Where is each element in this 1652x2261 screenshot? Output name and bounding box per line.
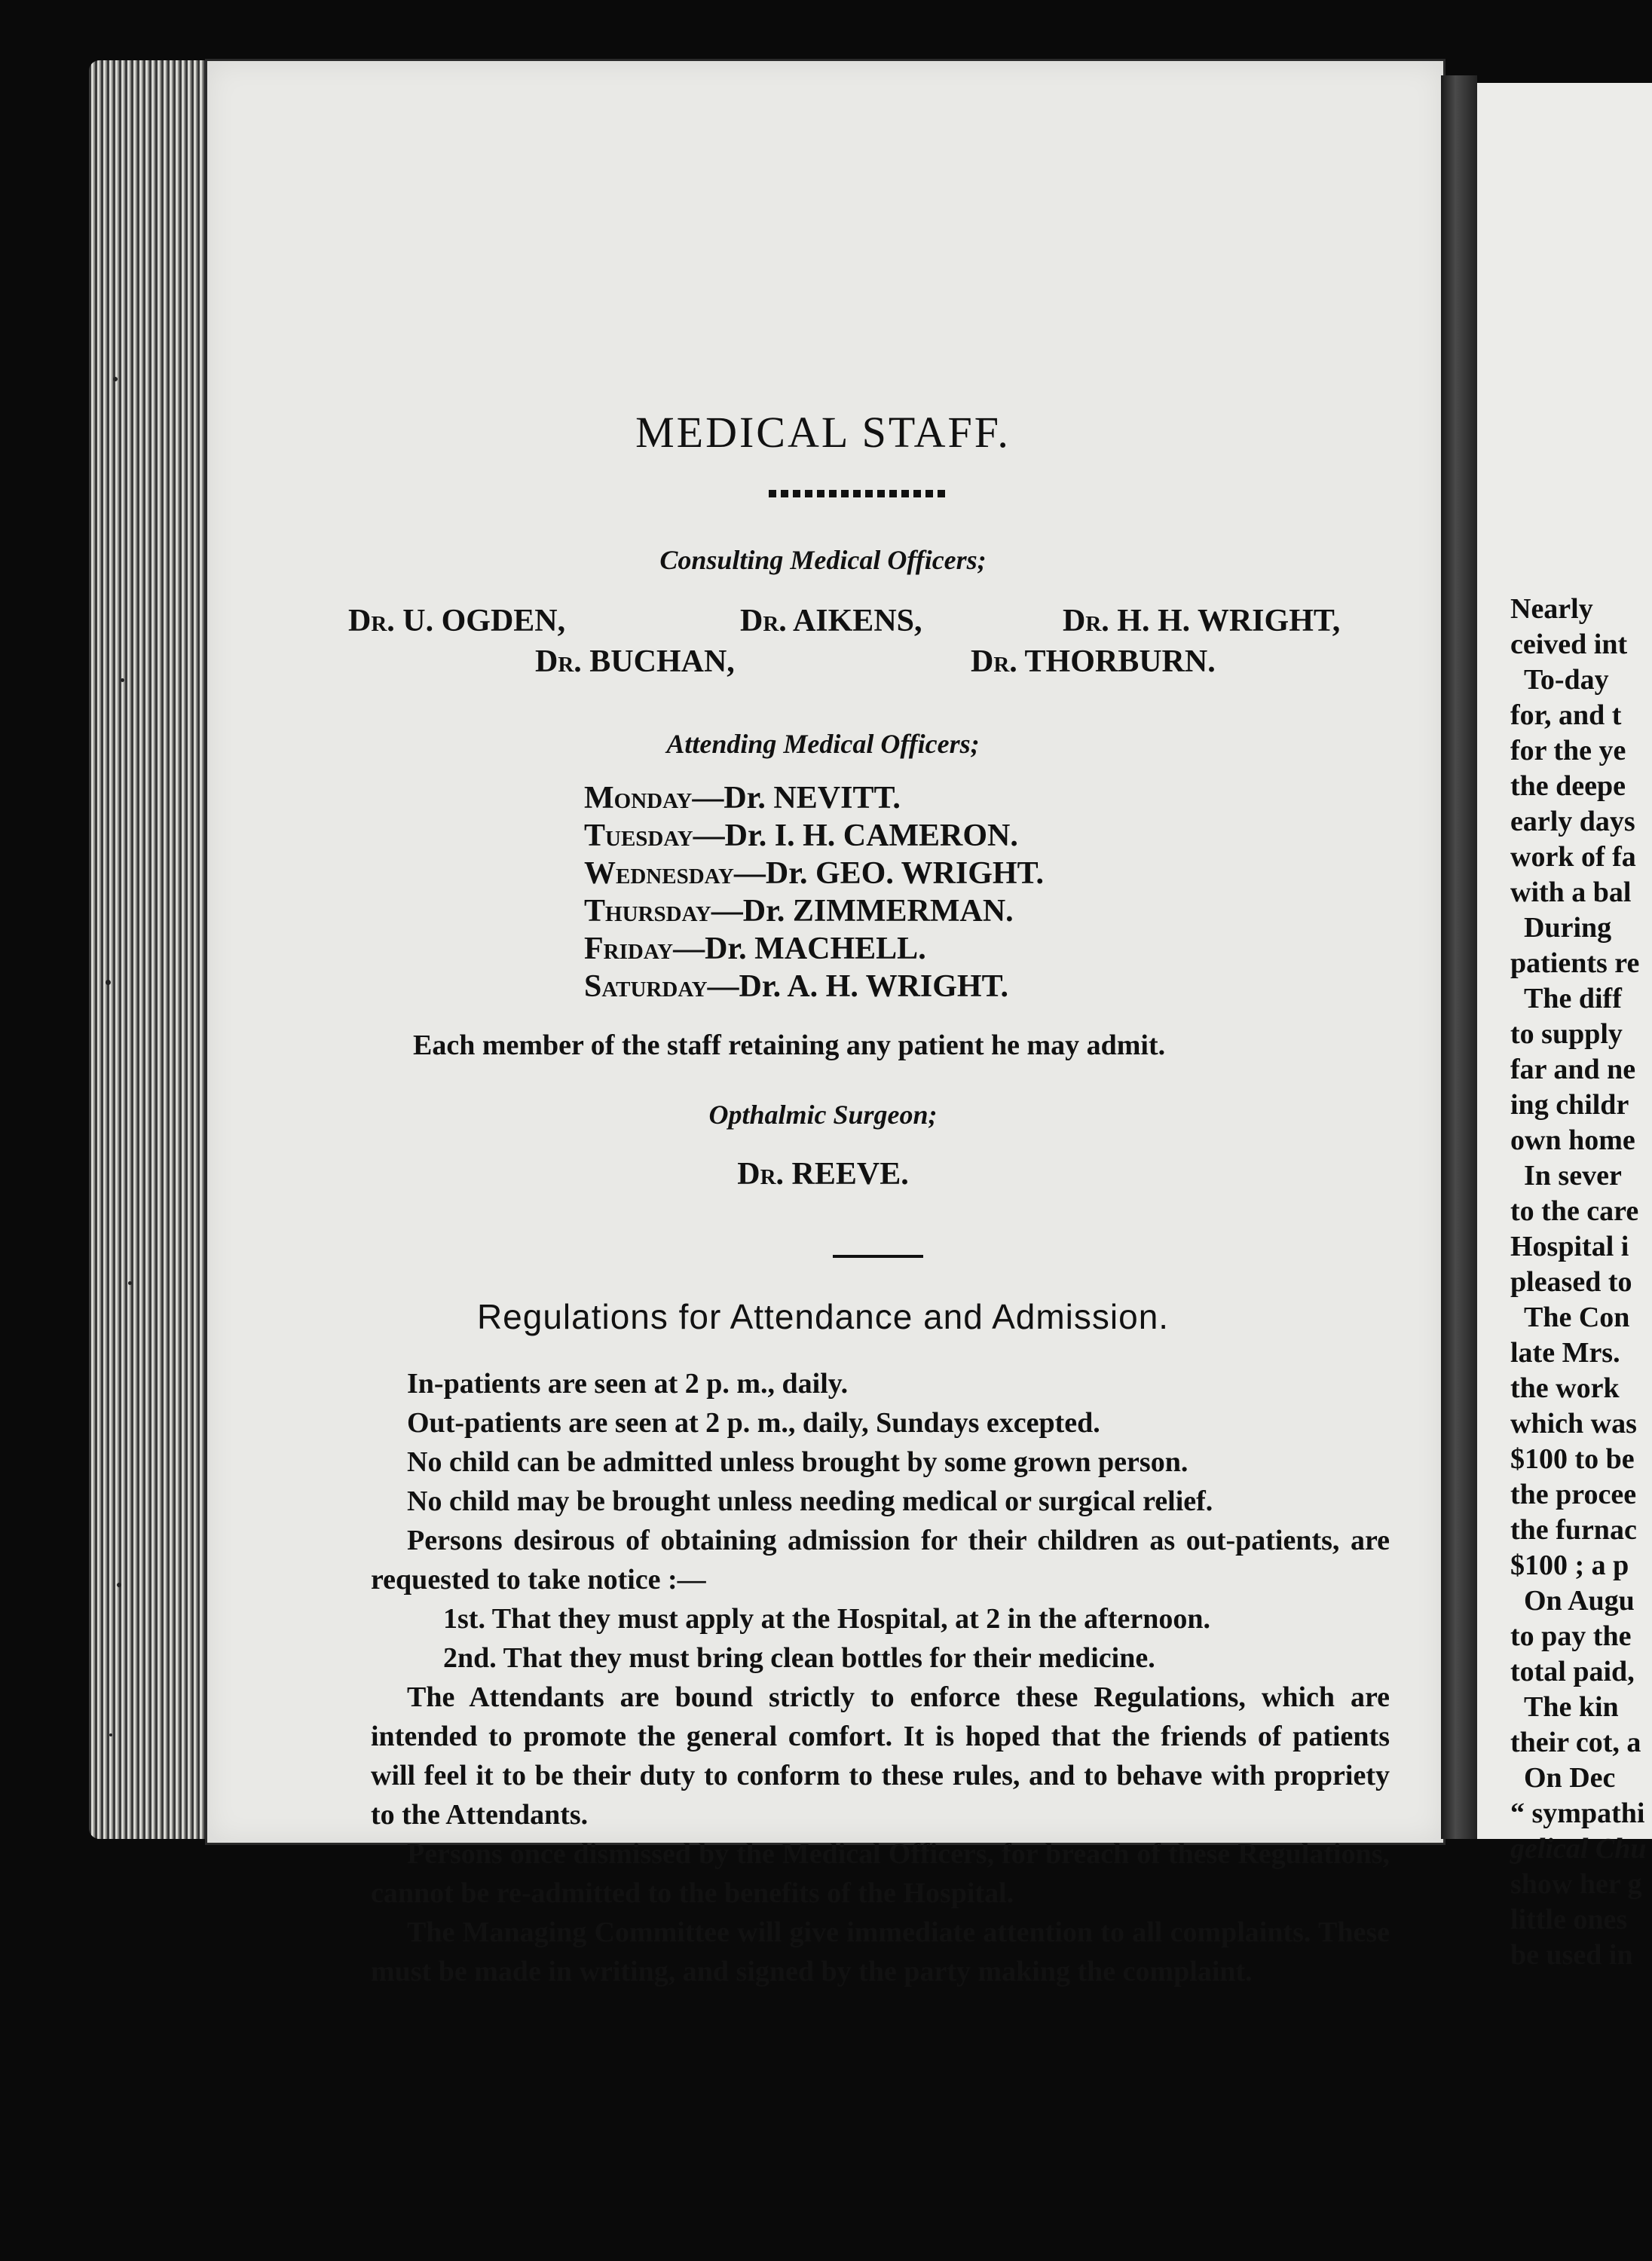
book-page-edges	[89, 60, 210, 1839]
right-page-line: ing childr	[1510, 1089, 1629, 1121]
attending-day-monday	[584, 780, 901, 816]
dismissed-paragraph: Persons once dismissed by the Medical Officers, for breach of these Regulations, cannot be re-admitted to the benefits of the Hospital.	[371, 1838, 1390, 1909]
right-page-line: total paid,	[1510, 1656, 1635, 1687]
book-gutter	[1441, 75, 1477, 1839]
paper-speck	[128, 1281, 132, 1285]
weekday-label: Monday	[584, 781, 693, 815]
title-ornament	[769, 490, 950, 497]
weekday-label: Friday	[584, 932, 674, 966]
attending-day-saturday	[584, 968, 1008, 1005]
rule-first: 1st. That they must apply at the Hospital, at 2 in the afternoon.	[443, 1603, 1210, 1635]
right-page-line: own home	[1510, 1124, 1635, 1156]
right-page-line: which was	[1510, 1408, 1637, 1440]
regulations-title: Regulations for Attendance and Admission.	[476, 1297, 1170, 1336]
right-page-line: for, and t	[1510, 699, 1622, 731]
weekday-label: Wednesday	[584, 856, 734, 891]
paper-speck	[109, 1733, 112, 1736]
weekday-label: Tuesday	[584, 818, 693, 853]
page-title: MEDICAL STAFF.	[635, 408, 1011, 457]
right-page-line: gelical Chu	[1510, 1833, 1647, 1865]
right-page-line: work of fa	[1510, 841, 1636, 873]
weekday-label: Thursday	[584, 894, 711, 929]
attending-day-tuesday	[584, 818, 1018, 854]
right-page-line: Hospital i	[1510, 1231, 1629, 1262]
consulting-officer-3: Dr. H. H. WRIGHT,	[1063, 604, 1341, 638]
right-page-line: To-day	[1524, 664, 1609, 696]
right-page-line: their cot, a	[1510, 1727, 1641, 1758]
regulations-body	[371, 1364, 1390, 1991]
weekday-label: Saturday	[584, 969, 708, 1004]
doctor-name: —Dr. MACHELL.	[673, 932, 926, 966]
attendants-paragraph: The Attendants are bound strictly to enforce these Regulations, which are intended to promote the general comfort. It is hoped that the friends of patients will feel it to be their duty to conform to these rules, and to behave with propriety to the Attendants.	[371, 1681, 1390, 1831]
right-page-line: late Mrs.	[1510, 1337, 1620, 1369]
right-page-line: little ones	[1510, 1904, 1628, 1935]
attending-day-friday	[584, 931, 926, 967]
right-page-line: pleased to	[1510, 1266, 1632, 1298]
right-page-line: “ sympathi	[1510, 1797, 1645, 1829]
attending-day-thursday	[584, 893, 1014, 929]
consulting-officer-5: Dr. THORBURN.	[971, 644, 1216, 679]
right-page-line: the work	[1510, 1372, 1620, 1404]
right-page-line: Nearly	[1510, 593, 1593, 625]
opthalmic-surgeon: Dr. REEVE.	[737, 1157, 909, 1192]
right-page-line: be used in	[1510, 1939, 1633, 1971]
doctor-name: —Dr. A. H. WRIGHT.	[707, 969, 1008, 1004]
doctor-name: —Dr. NEVITT.	[692, 781, 901, 815]
attending-day-wednesday	[584, 855, 1044, 892]
consulting-officer-1: Dr. U. OGDEN,	[348, 604, 566, 638]
right-page-line: to pay the	[1510, 1620, 1632, 1652]
right-page-line: show her g	[1510, 1868, 1642, 1900]
right-page-line: ceived int	[1510, 629, 1628, 660]
right-page-line: The Con	[1524, 1302, 1630, 1333]
doctor-name: —Dr. ZIMMERMAN.	[711, 894, 1014, 929]
opthalmic-heading: Opthalmic Surgeon;	[708, 1100, 938, 1130]
paper-speck	[121, 678, 124, 682]
attending-heading: Attending Medical Officers;	[666, 729, 980, 759]
right-page-line: patients re	[1510, 947, 1640, 979]
committee-paragraph: The Managing Committee will give immediate attention to all complaints. These must be made in writing, and signed by the party making the complaint.	[371, 1917, 1390, 1987]
right-page-line: $100 to be	[1510, 1443, 1635, 1475]
paper-speck	[106, 980, 111, 985]
doctor-name: —Dr. I. H. CAMERON.	[693, 818, 1018, 853]
rule-second: 2nd. That they must bring clean bottles for their medicine.	[443, 1642, 1155, 1674]
right-page-line: to the care	[1510, 1195, 1639, 1227]
right-page-line: with a bal	[1510, 877, 1632, 908]
regulation-line-1: In-patients are seen at 2 p. m., daily.	[407, 1368, 849, 1400]
right-page-line: for the ye	[1510, 735, 1626, 766]
right-page-line: the furnac	[1510, 1514, 1637, 1546]
right-page-line: far and ne	[1510, 1054, 1636, 1085]
right-page-line: the deepe	[1510, 770, 1626, 802]
right-page-line: the procee	[1510, 1479, 1637, 1510]
paper-speck	[117, 1583, 121, 1587]
consulting-heading: Consulting Medical Officers;	[659, 545, 987, 575]
doctor-name: —Dr. GEO. WRIGHT.	[733, 856, 1044, 891]
staff-note: Each member of the staff retaining any patient he may admit.	[413, 1030, 1166, 1061]
right-page-line: During	[1524, 912, 1612, 944]
regulation-line-4: No child may be brought unless needing medical or surgical relief.	[407, 1485, 1213, 1517]
right-page-line: $100 ; a p	[1510, 1550, 1629, 1581]
right-page-line: to supply	[1510, 1018, 1623, 1050]
right-page-line: The diff	[1524, 983, 1622, 1014]
regulation-line-2: Out-patients are seen at 2 p. m., daily, Sundays excepted.	[407, 1407, 1100, 1439]
persons-paragraph: Persons desirous of obtaining admission for their children as out-patients, are requested to take notice :—	[371, 1525, 1390, 1596]
paper-speck	[113, 377, 118, 381]
consulting-officer-4: Dr. BUCHAN,	[535, 644, 735, 679]
right-page-line: On Dec	[1524, 1762, 1616, 1794]
regulation-line-3: No child can be admitted unless brought by some grown person.	[407, 1446, 1189, 1478]
right-page-line: In sever	[1524, 1160, 1622, 1192]
consulting-officer-2: Dr. AIKENS,	[740, 604, 922, 638]
section-rule	[833, 1255, 923, 1258]
right-page-line: The kin	[1524, 1691, 1619, 1723]
right-page-line: On Augu	[1524, 1585, 1635, 1617]
right-page	[1477, 83, 1652, 1971]
right-page-line: early days	[1510, 806, 1635, 837]
